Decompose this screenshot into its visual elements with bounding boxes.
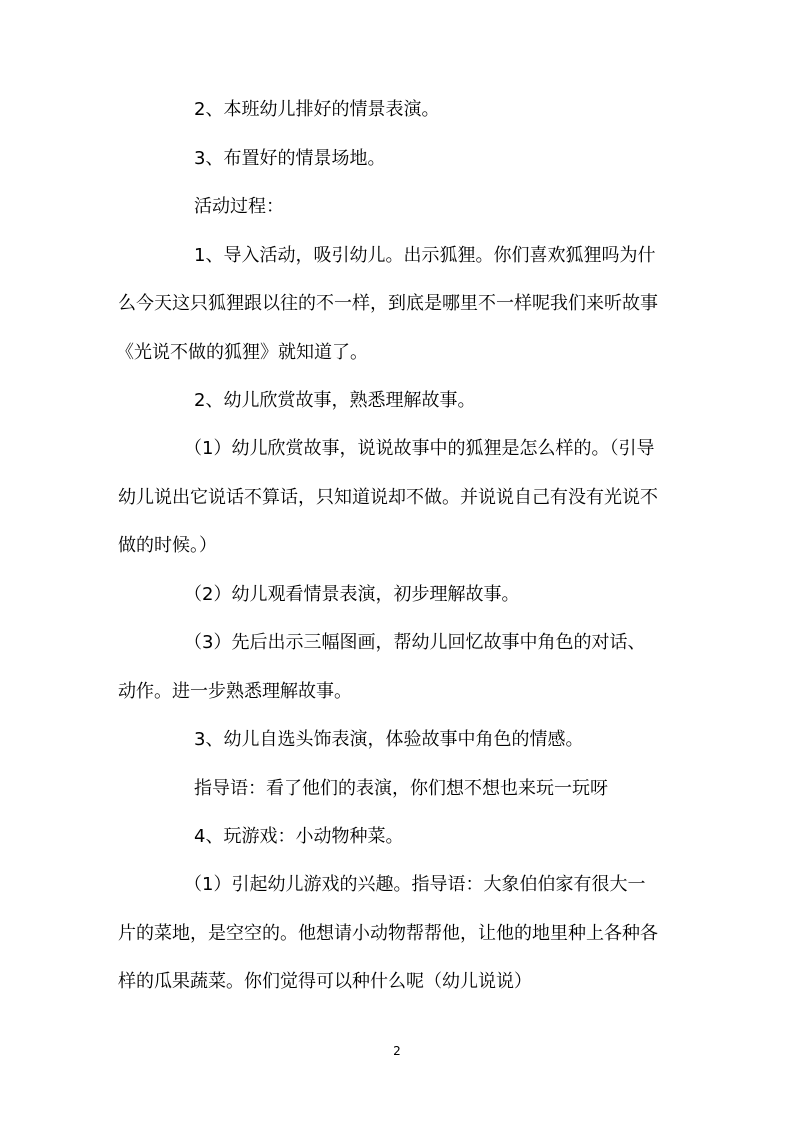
text-line: 1、导入活动，吸引幼儿。出示狐狸。你们喜欢狐狸吗为什 [194, 245, 656, 266]
text-line: 做的时候。） [118, 535, 217, 556]
text-line: 动作。进一步熟悉理解故事。 [118, 681, 352, 702]
text-line: 么今天这只狐狸跟以往的不一样，到底是哪里不一样呢我们来听故事 [118, 293, 658, 314]
text-line: 3、幼儿自选头饰表演，体验故事中角色的情感。 [194, 729, 584, 750]
text-line: （1）引起幼儿游戏的兴趣。指导语：大象伯伯家有很大一 [184, 874, 646, 895]
text-line: 片的菜地，是空空的。他想请小动物帮帮他，让他的地里种上各种各 [118, 923, 658, 944]
text-line: （1）幼儿欣赏故事，说说故事中的狐狸是怎么样的。（引导 [184, 438, 655, 459]
text-line: 活动过程： [194, 196, 284, 217]
text-line: 2、本班幼儿排好的情景表演。 [194, 99, 440, 120]
text-line: 幼儿说出它说话不算话，只知道说却不做。并说说自己有没有光说不 [118, 487, 658, 508]
text-line: 指导语：看了他们的表演，你们想不想也来玩一玩呀 [194, 778, 608, 799]
text-line: （3）先后出示三幅图画，帮幼儿回忆故事中角色的对话、 [184, 632, 646, 653]
text-line: 2、幼儿欣赏故事，熟悉理解故事。 [194, 390, 476, 411]
page-number: 2 [393, 1044, 401, 1058]
text-line: 4、玩游戏：小动物种菜。 [194, 826, 404, 847]
text-line: 样的瓜果蔬菜。你们觉得可以种什么呢（幼儿说说） [118, 971, 532, 992]
text-line: 3、布置好的情景场地。 [194, 148, 386, 169]
text-line: （2）幼儿观看情景表演，初步理解故事。 [184, 584, 520, 605]
text-line: 《光说不做的狐狸》就知道了。 [116, 342, 368, 363]
